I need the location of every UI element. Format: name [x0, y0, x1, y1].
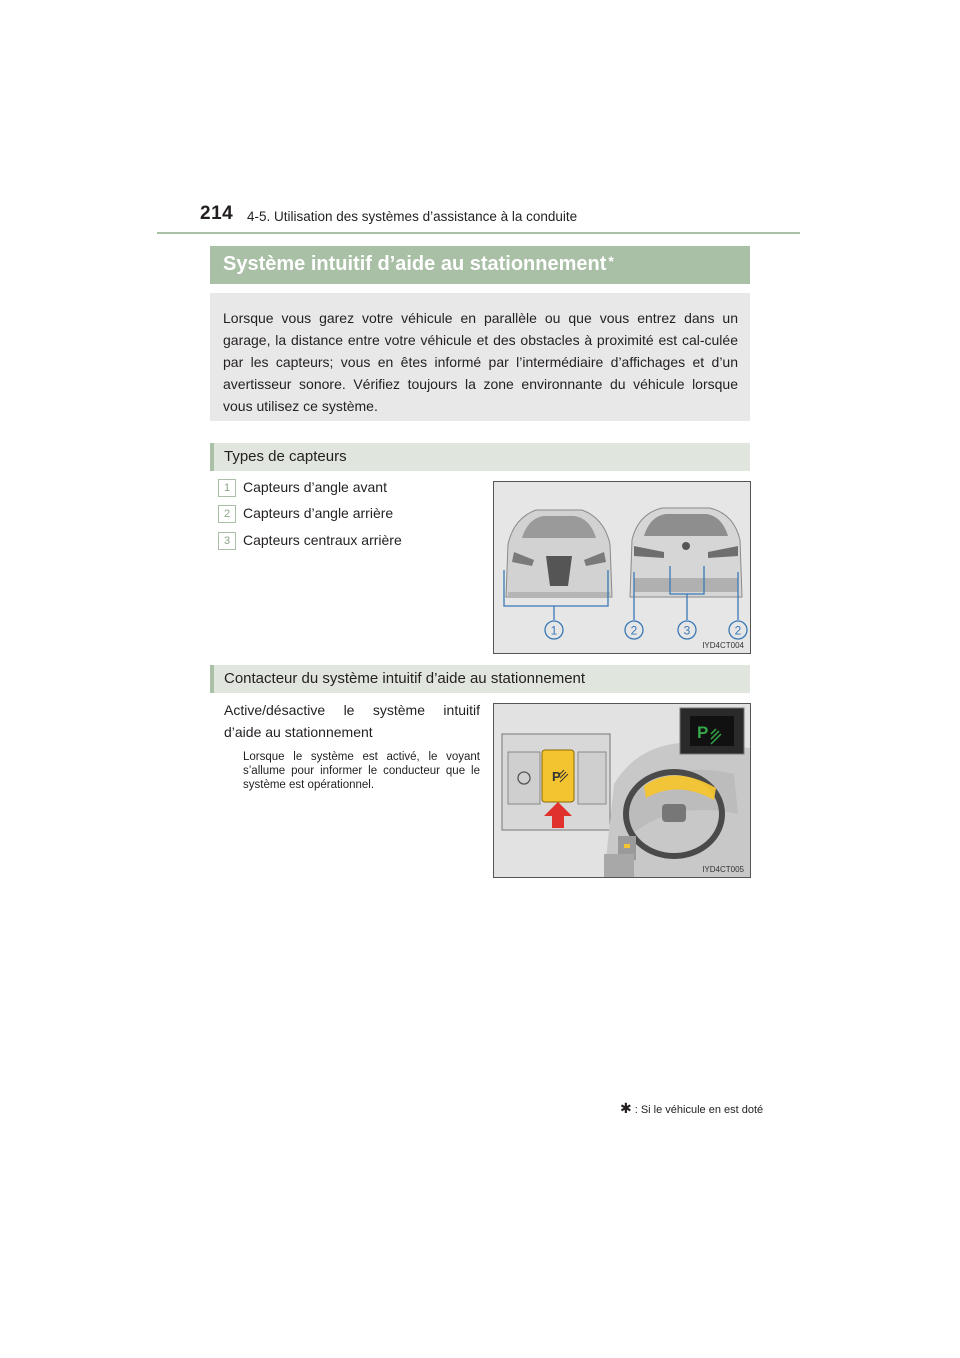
dashboard-illustration [494, 704, 750, 877]
main-title-bar [210, 246, 750, 284]
sensor-item-number: 3 [218, 532, 236, 550]
figure-callout [625, 621, 643, 639]
chapter-title: 4-5. Utilisation des systèmes d’assistance à la conduite [247, 209, 578, 224]
sensor-item-number: 2 [218, 505, 236, 523]
callout-number: 2 [734, 623, 742, 638]
section-sensors-header [210, 443, 750, 471]
switch-note: Lorsque le système est activé, le voyant s’allume pour informer le conducteur que le système est opérationnel. [243, 751, 480, 791]
figure-callout [678, 621, 696, 639]
footnote [620, 1100, 763, 1117]
callout-number: 3 [683, 623, 691, 638]
indicator-inset [680, 708, 744, 754]
page-number: 214 [200, 203, 234, 224]
front-car-icon [506, 510, 612, 598]
switch-panel-inset [502, 734, 610, 830]
main-title [223, 253, 614, 276]
parking-assist-button-label: P [552, 769, 561, 784]
section-sensors-title: Types de capteurs [224, 448, 347, 465]
main-title-text: Système intuitif d’aide au stationnement [223, 253, 607, 275]
parking-indicator-label: P [697, 723, 709, 742]
sensor-location-figure [493, 481, 751, 654]
footnote-star: ✱ [620, 1100, 632, 1116]
sensor-item-label: Capteurs d’angle avant [243, 479, 387, 495]
sensor-item-label: Capteurs d’angle arrière [243, 505, 394, 521]
section-switch-header [210, 665, 750, 693]
figure-code: IYD4CT004 [702, 641, 744, 650]
callout-number: 2 [630, 623, 638, 638]
figure-callout [729, 621, 747, 639]
intro-text: Lorsque vous garez votre véhicule en parallèle ou que vous entrez dans un garage, la distance entre votre véhicule et des obstacles à proximité est cal-culée par les capteurs; vous en êtes informé par l’intermédiaire d’affichages et d’un avertisseur sonore. Vérifiez toujours la zone environnante du véhicule lorsque vous utilisez ce système. [223, 310, 738, 414]
main-title-asterisk: * [608, 253, 614, 269]
sensor-item-label: Capteurs centraux arrière [243, 532, 402, 548]
switch-description-line: d’aide au stationnement [224, 724, 373, 740]
section-switch-title: Contacteur du système intuitif d’aide au stationnement [224, 670, 586, 687]
header-rule [157, 232, 800, 234]
intro-box [210, 293, 750, 421]
sensor-item-number: 1 [218, 479, 236, 497]
switch-description-line: Active/désactive le système intuitif [224, 702, 480, 718]
cars-illustration [494, 482, 750, 653]
rear-car-icon [630, 508, 742, 597]
figure-code: IYD4CT005 [702, 865, 744, 874]
switch-description [224, 699, 480, 743]
switch-location-figure [493, 703, 751, 878]
callout-number: 1 [550, 623, 558, 638]
figure-callout [545, 621, 563, 639]
footnote-text: : Si le véhicule en est doté [634, 1104, 764, 1116]
